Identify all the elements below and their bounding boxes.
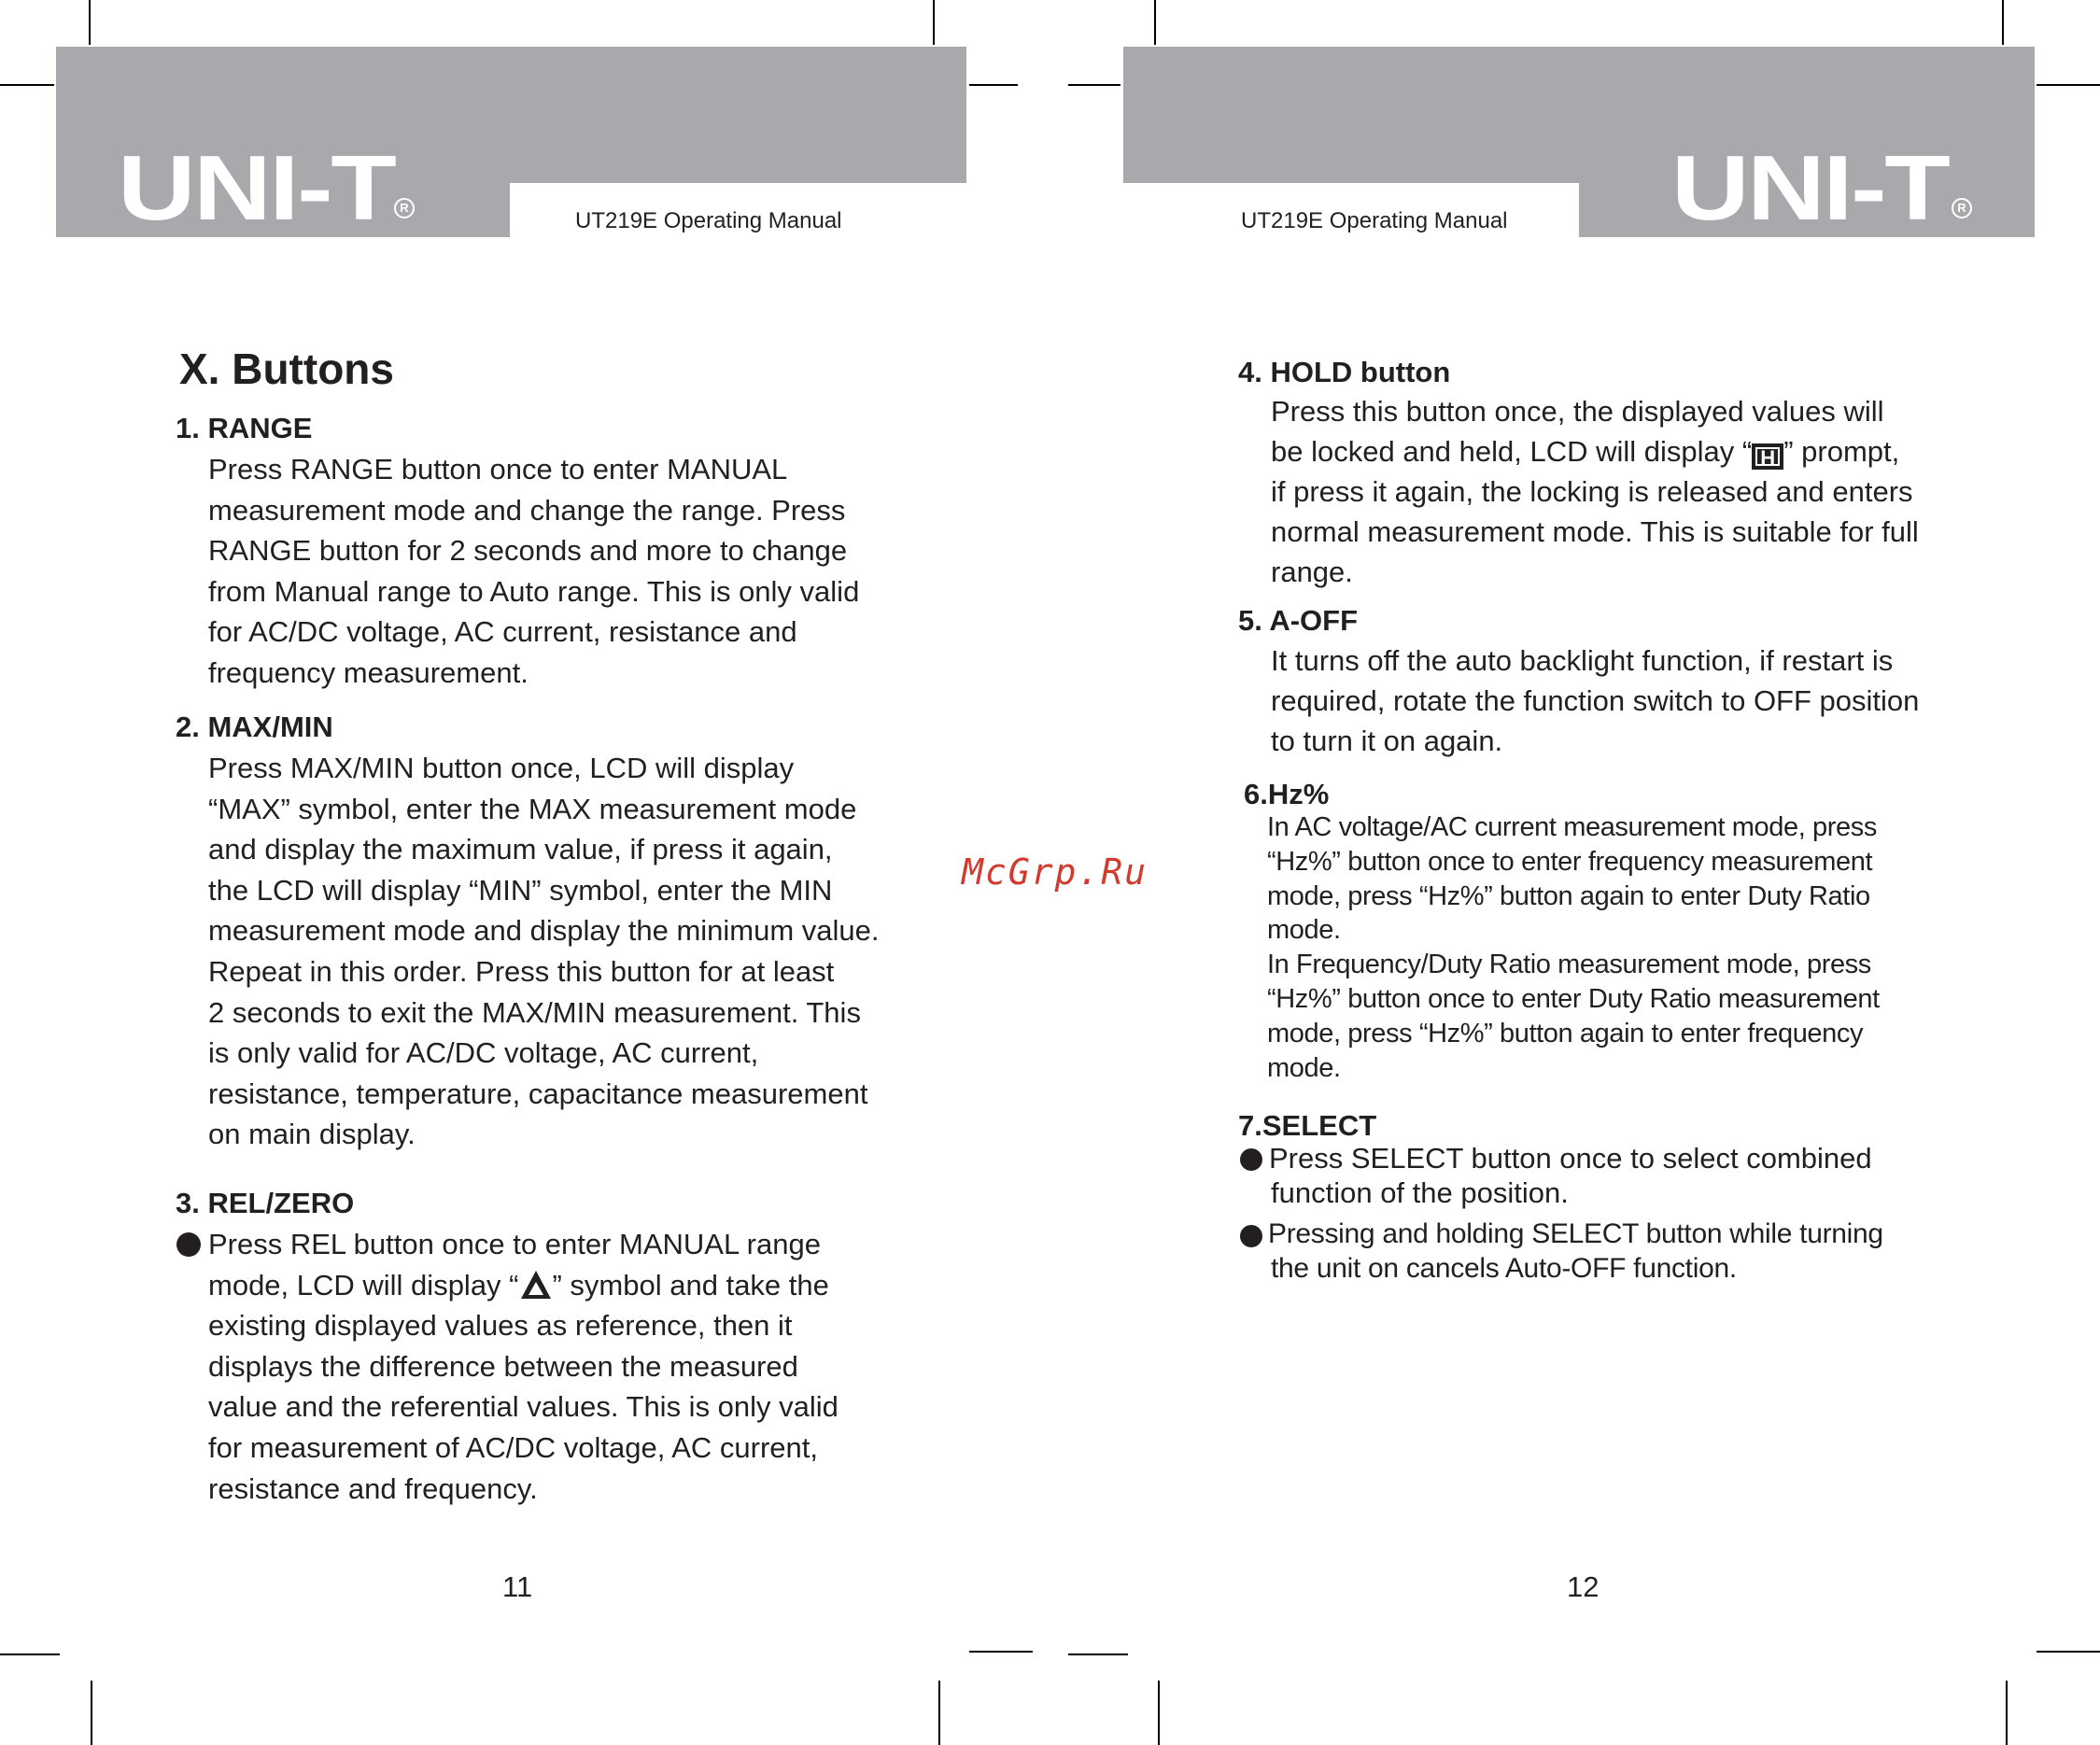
crop-mark — [0, 84, 54, 86]
aoff-heading: 5. A-OFF — [1238, 604, 1359, 637]
delta-symbol-icon — [521, 1271, 551, 1299]
hz-text — [1267, 810, 1880, 1085]
rel-line: resistance and frequency. — [208, 1471, 538, 1505]
brand-logo-right: UNI-T — [1671, 136, 1949, 239]
range-line: frequency measurement. — [208, 655, 529, 689]
aoff-line: to turn it on again. — [1271, 725, 1503, 757]
crop-mark — [2037, 84, 2100, 86]
crop-mark — [0, 1654, 60, 1655]
hold-line: be locked and held, LCD will display “ H ” prompt, — [1271, 435, 1900, 470]
range-line: Press RANGE button once to enter MANUAL — [208, 453, 788, 486]
manual-title-right: UT219E Operating Manual — [1241, 208, 1508, 233]
crop-mark — [969, 1651, 1033, 1653]
bullet-icon — [176, 1232, 201, 1257]
rel-line: for measurement of AC/DC voltage, AC current, — [208, 1430, 818, 1464]
range-line: for AC/DC voltage, AC current, resistance and — [208, 615, 797, 649]
maxmin-line: 2 seconds to exit the MAX/MIN measurement. This — [208, 995, 861, 1029]
maxmin-heading: 2. MAX/MIN — [176, 711, 333, 743]
crop-mark — [89, 0, 91, 45]
select-line: Pressing and holding SELECT button while turning — [1268, 1218, 1883, 1249]
crop-mark — [2037, 1651, 2100, 1653]
hz-line: In Frequency/Duty Ratio measurement mode, press — [1267, 950, 1871, 980]
rel-line: value and the referential values. This is only valid — [208, 1390, 839, 1424]
hz-line: “Hz%” button once to enter Duty Ratio measurement — [1267, 983, 1880, 1014]
range-line: measurement mode and change the range. Press — [208, 493, 846, 527]
hz-heading: 6.Hz% — [1244, 778, 1330, 810]
rel-line: Press REL button once to enter MANUAL range — [208, 1228, 821, 1260]
hz-line: mode, press “Hz%” button again to enter frequency — [1267, 1018, 1864, 1048]
brand-logo-left: UNI-T — [118, 136, 395, 239]
section-title: X. Buttons — [179, 345, 394, 393]
maxmin-text — [208, 748, 880, 1155]
aoff-line: required, rotate the function switch to OFF position — [1271, 684, 1920, 717]
page-number-right: 12 — [1567, 1570, 1600, 1603]
crop-mark — [938, 1681, 940, 1745]
rel-heading: 3. REL/ZERO — [176, 1187, 355, 1219]
aoff-text — [1271, 640, 1919, 761]
range-text — [208, 449, 859, 694]
watermark: McGrp.Ru — [962, 851, 1149, 893]
crop-mark — [2006, 1681, 2008, 1745]
hold-h-icon: H — [1752, 443, 1783, 470]
manual-title-left: UT219E Operating Manual — [575, 208, 842, 233]
maxmin-line: “MAX” symbol, enter the MAX measurement mode — [208, 792, 857, 825]
maxmin-line: the LCD will display “MIN” symbol, enter the MIN — [208, 873, 833, 907]
maxmin-line: measurement mode and display the minimum value. — [208, 914, 880, 948]
hold-line: Press this button once, the displayed values will — [1271, 395, 1884, 428]
rel-line: existing displayed values as reference, then it — [208, 1309, 793, 1343]
hold-line: range. — [1271, 556, 1353, 588]
page-number-left: 11 — [502, 1570, 533, 1603]
rel-line: displays the difference between the measured — [208, 1349, 798, 1383]
hz-line: In AC voltage/AC current measurement mode, press — [1267, 812, 1877, 842]
maxmin-line: Repeat in this order. Press this button for at least — [208, 954, 835, 988]
crop-mark — [91, 1681, 92, 1745]
crop-mark — [1154, 0, 1156, 45]
hz-line: mode, press “Hz%” button again to enter Duty Ratio — [1267, 880, 1870, 911]
crop-mark — [933, 0, 935, 45]
maxmin-line: Press MAX/MIN button once, LCD will display — [208, 752, 795, 784]
bullet-icon — [1240, 1148, 1262, 1171]
hold-line: normal measurement mode. This is suitable for full — [1271, 515, 1919, 548]
range-line: RANGE button for 2 seconds and more to change — [208, 534, 848, 568]
hz-line: mode. — [1267, 915, 1341, 946]
registered-mark-right: R — [1952, 198, 1972, 218]
select-line: the unit on cancels Auto-OFF function. — [1271, 1253, 1737, 1284]
hz-line: mode. — [1267, 1052, 1341, 1083]
maxmin-line: on main display. — [208, 1118, 416, 1151]
crop-mark — [1068, 84, 1120, 86]
aoff-line: It turns off the auto backlight function, if restart is — [1271, 644, 1894, 677]
rel-text — [208, 1224, 839, 1509]
hold-text — [1271, 391, 1919, 592]
hold-heading: 4. HOLD button — [1238, 356, 1451, 388]
maxmin-line: and display the maximum value, if press it again, — [208, 833, 833, 866]
select-bullet-2 — [1268, 1217, 1883, 1286]
select-bullet-1 — [1269, 1141, 1872, 1210]
maxmin-line: is only valid for AC/DC voltage, AC current, — [208, 1036, 759, 1070]
select-line: function of the position. — [1271, 1176, 1569, 1209]
crop-mark — [2002, 0, 2004, 45]
hz-line: “Hz%” button once to enter frequency measurement — [1267, 846, 1873, 877]
crop-mark — [969, 84, 1018, 86]
maxmin-line: resistance, temperature, capacitance measurement — [208, 1077, 868, 1110]
select-heading: 7.SELECT — [1238, 1109, 1377, 1142]
crop-mark — [1068, 1654, 1128, 1655]
select-line: Press SELECT button once to select combined — [1269, 1142, 1872, 1175]
range-line: from Manual range to Auto range. This is only valid — [208, 574, 860, 608]
rel-line: mode, LCD will display “ ” symbol and take the — [208, 1268, 829, 1302]
hold-line: if press it again, the locking is released and enters — [1271, 475, 1913, 508]
registered-mark-left: R — [394, 198, 415, 218]
bullet-icon — [1240, 1225, 1262, 1247]
crop-mark — [1158, 1681, 1160, 1745]
range-heading: 1. RANGE — [176, 412, 313, 444]
